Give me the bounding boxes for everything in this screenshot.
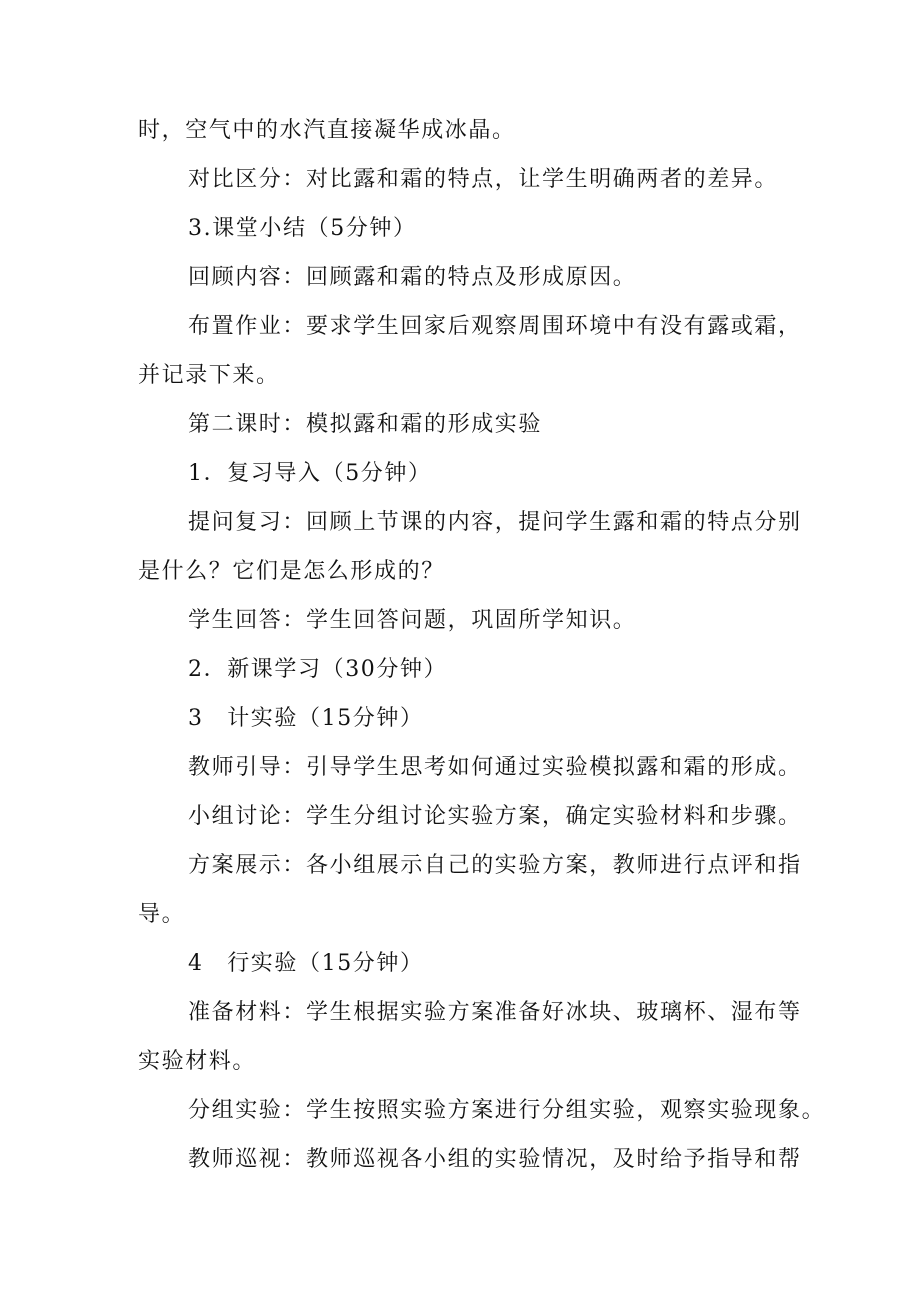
text-line-22: 教师巡视：教师巡视各小组的实验情况，及时给予指导和帮	[188, 1147, 802, 1172]
text-line-6: 并记录下来。	[138, 363, 280, 388]
section-heading-review: 1．复习导入（5分钟）	[188, 461, 432, 486]
text-line-16: 方案展示：各小组展示自己的实验方案，教师进行点评和指	[188, 853, 802, 878]
text-line-14: 教师引导：引导学生思考如何通过实验模拟露和霜的形成。	[188, 755, 802, 780]
text-line-21: 分组实验：学生按照实验方案进行分组实验，观察实验现象。	[188, 1098, 826, 1123]
section-heading-summary: 3.课堂小结（5分钟）	[188, 216, 417, 241]
lesson-heading-second: 第二课时：模拟露和霜的形成实验	[188, 412, 543, 437]
text-line-11: 学生回答：学生回答问题，巩固所学知识。	[188, 608, 637, 633]
text-line-9: 提问复习：回顾上节课的内容，提问学生露和霜的特点分别	[188, 510, 802, 535]
text-line-2: 对比区分：对比露和霜的特点，让学生明确两者的差异。	[188, 167, 779, 192]
text-line-10: 是什么？它们是怎么形成的？	[138, 559, 445, 584]
text-line-19: 准备材料：学生根据实验方案准备好冰块、玻璃杯、湿布等	[188, 1000, 802, 1025]
text-line-5: 布置作业：要求学生回家后观察周围环境中有没有露或霜，	[188, 314, 802, 339]
section-heading-conduct: 4 行实验（15分钟）	[188, 951, 424, 976]
text-line-17: 导。	[138, 902, 186, 927]
section-heading-new-lesson: 2．新课学习（30分钟）	[188, 657, 448, 682]
text-line-4: 回顾内容：回顾露和霜的特点及形成原因。	[188, 265, 637, 290]
section-heading-design: 3 计实验（15分钟）	[188, 706, 424, 731]
text-line-20: 实验材料。	[138, 1049, 257, 1074]
text-line-15: 小组讨论：学生分组讨论实验方案，确定实验材料和步骤。	[188, 804, 802, 829]
text-line-1: 时，空气中的水汽直接凝华成冰晶。	[138, 118, 516, 143]
